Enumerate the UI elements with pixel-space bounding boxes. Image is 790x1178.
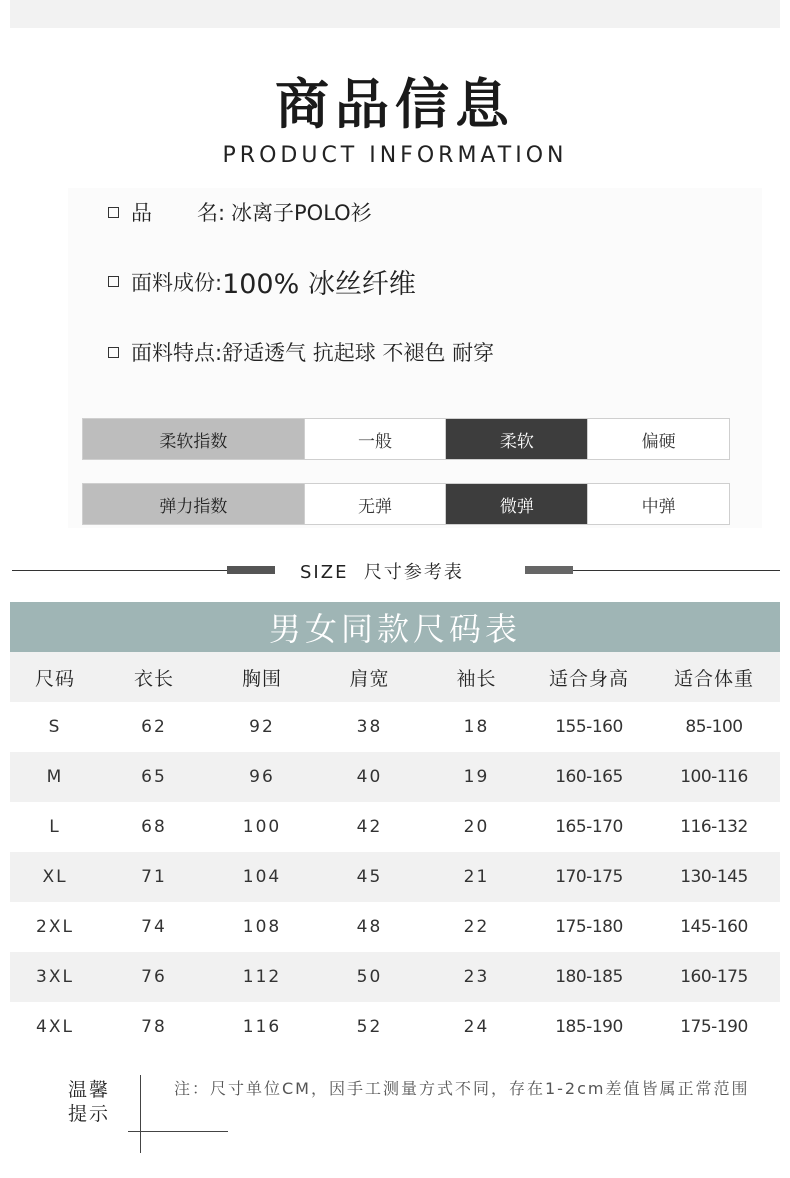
feature-value: 舒适透气 抗起球 不褪色 耐穿 xyxy=(222,341,495,365)
softness-label: 柔软指数 xyxy=(83,419,304,459)
feature-label: 面料特点: xyxy=(131,341,223,365)
column-header: 衣长 xyxy=(100,652,208,702)
size-table-title: 男女同款尺码表 xyxy=(10,602,780,652)
tip-divider-horizontal xyxy=(128,1131,228,1132)
table-cell: 112 xyxy=(208,952,316,1002)
table-cell: 62 xyxy=(100,702,208,752)
table-cell: 3XL xyxy=(10,952,100,1002)
tip-label xyxy=(68,1078,110,1126)
table-cell: 108 xyxy=(208,902,316,952)
elasticity-option: 无弹 xyxy=(304,484,446,524)
table-cell: 130-145 xyxy=(648,852,780,902)
table-header-row xyxy=(10,652,780,702)
table-cell: 22 xyxy=(423,902,530,952)
column-header: 适合体重 xyxy=(648,652,780,702)
table-cell: 180-185 xyxy=(530,952,648,1002)
fabric-label: 面料成份: xyxy=(131,270,223,295)
table-cell: 175-180 xyxy=(530,902,648,952)
table-cell: 185-190 xyxy=(530,1002,648,1052)
divider-bar xyxy=(525,566,573,574)
top-band xyxy=(10,0,780,28)
table-cell: 160-165 xyxy=(530,752,648,802)
table-cell: 23 xyxy=(423,952,530,1002)
table-cell: 145-160 xyxy=(648,902,780,952)
table-cell: 155-160 xyxy=(530,702,648,752)
table-cell: 24 xyxy=(423,1002,530,1052)
table-cell: 165-170 xyxy=(530,802,648,852)
elasticity-option-selected: 微弹 xyxy=(445,484,587,524)
column-header: 胸围 xyxy=(208,652,316,702)
size-section-divider xyxy=(0,558,790,586)
table-cell: 38 xyxy=(316,702,423,752)
table-cell: 104 xyxy=(208,852,316,902)
table-cell: 68 xyxy=(100,802,208,852)
table-row xyxy=(10,952,780,1002)
page-subtitle: PRODUCT INFORMATION xyxy=(222,143,568,168)
tip-divider-vertical xyxy=(140,1075,141,1153)
page-title: 商品信息 xyxy=(275,73,515,136)
name-label-a: 品 xyxy=(131,201,152,225)
elasticity-label: 弹力指数 xyxy=(83,484,304,524)
table-row xyxy=(10,1002,780,1052)
table-row xyxy=(10,802,780,852)
table-cell: 96 xyxy=(208,752,316,802)
table-cell: 116 xyxy=(208,1002,316,1052)
name-label-b: 名: xyxy=(197,201,226,225)
table-cell: 2XL xyxy=(10,902,100,952)
column-header: 肩宽 xyxy=(316,652,423,702)
table-cell: 85-100 xyxy=(648,702,780,752)
table-cell: 40 xyxy=(316,752,423,802)
table-cell: 19 xyxy=(423,752,530,802)
table-cell: M xyxy=(10,752,100,802)
table-cell: 74 xyxy=(100,902,208,952)
softness-scale xyxy=(82,418,730,460)
softness-option-selected: 柔软 xyxy=(445,419,587,459)
tip-text: 注：尺寸单位CM，因手工测量方式不同，存在1-2cm差值皆属正常范围 xyxy=(174,1079,750,1098)
table-row xyxy=(10,752,780,802)
softness-option: 偏硬 xyxy=(587,419,729,459)
table-cell: 52 xyxy=(316,1002,423,1052)
table-cell: 50 xyxy=(316,952,423,1002)
table-cell: XL xyxy=(10,852,100,902)
square-bullet-icon xyxy=(108,276,119,287)
info-row-features xyxy=(108,337,494,367)
divider-bar xyxy=(227,566,275,574)
table-cell: 18 xyxy=(423,702,530,752)
table-cell: L xyxy=(10,802,100,852)
square-bullet-icon xyxy=(108,347,119,358)
table-row xyxy=(10,902,780,952)
table-cell: 71 xyxy=(100,852,208,902)
info-row-fabric xyxy=(108,262,416,301)
table-cell: S xyxy=(10,702,100,752)
fabric-value: 100% 冰丝纤维 xyxy=(222,269,416,300)
table-cell: 4XL xyxy=(10,1002,100,1052)
divider-line xyxy=(573,570,780,571)
table-cell: 175-190 xyxy=(648,1002,780,1052)
column-header: 尺码 xyxy=(10,652,100,702)
table-cell: 100 xyxy=(208,802,316,852)
table-cell: 45 xyxy=(316,852,423,902)
divider-line xyxy=(12,570,227,571)
tip-label-line: 温馨 xyxy=(68,1079,111,1101)
table-cell: 78 xyxy=(100,1002,208,1052)
name-value: 冰离子POLO衫 xyxy=(231,201,372,225)
tip-label-line: 提示 xyxy=(68,1103,111,1125)
elasticity-option: 中弹 xyxy=(587,484,729,524)
name-label xyxy=(131,197,231,227)
column-header: 袖长 xyxy=(423,652,530,702)
size-section-label: SIZE 尺寸参考表 xyxy=(300,562,464,583)
table-row xyxy=(10,852,780,902)
table-cell: 116-132 xyxy=(648,802,780,852)
info-row-name xyxy=(108,197,372,227)
table-cell: 160-175 xyxy=(648,952,780,1002)
table-cell: 100-116 xyxy=(648,752,780,802)
table-cell: 92 xyxy=(208,702,316,752)
table-cell: 76 xyxy=(100,952,208,1002)
table-cell: 65 xyxy=(100,752,208,802)
softness-option: 一般 xyxy=(304,419,446,459)
table-cell: 21 xyxy=(423,852,530,902)
square-bullet-icon xyxy=(108,207,119,218)
table-cell: 48 xyxy=(316,902,423,952)
size-table xyxy=(10,652,780,1052)
column-header: 适合身高 xyxy=(530,652,648,702)
table-cell: 170-175 xyxy=(530,852,648,902)
table-cell: 42 xyxy=(316,802,423,852)
table-row xyxy=(10,702,780,752)
elasticity-scale xyxy=(82,483,730,525)
table-cell: 20 xyxy=(423,802,530,852)
